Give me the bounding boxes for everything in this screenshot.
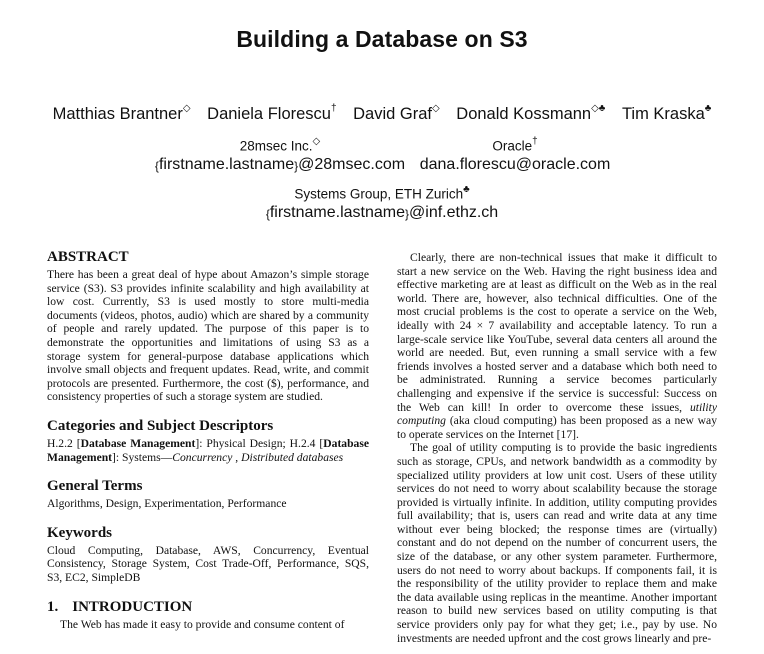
author-mark: ◇ <box>182 103 191 114</box>
author-name: Matthias Brantner <box>52 104 183 123</box>
author-list <box>0 104 764 124</box>
author <box>53 105 191 123</box>
keywords-text: Cloud Computing, Database, AWS, Concurrency, Eventual Consistency, Storage System, Cost Trade-Off, Performance, SQS, S3, EC2, SimpleDB <box>47 543 369 584</box>
affiliation-mark: ♣ <box>463 184 470 195</box>
author-name: Donald Kossmann <box>456 104 592 123</box>
left-column <box>47 248 369 631</box>
paragraph-nontechnical: Clearly, there are non-technical issues that make it difficult to start a new service on the Web. Having the right business idea and effective marketing are at least as difficult on the Web as in the real world. There are, however, also technical difficulties. One of the most crucial problems is the cost to operate a service on the Web, ideally with 24 × 7 availability and acceptable latency. To run a large-scale service like YouTube, several data centers all around the world are needed. But, even running a small service with a few friends involves a hosted server and a database which both need to be administrated. Running a service becomes particularly challenging and expensive if the service is successful: Success on the Web can kill! In order to overcome these issues, utility computing (aka cloud computing) has been proposed as a new way to operate services on the Internet [17]. <box>397 251 717 441</box>
general-terms-text: Algorithms, Design, Experimentation, Performance <box>47 497 287 511</box>
affiliation-mark: ◇ <box>312 136 321 147</box>
affiliation-email: {firstname.lastname}@inf.ethz.ch <box>265 203 499 221</box>
introduction-heading: 1. INTRODUCTION <box>47 598 193 615</box>
introduction-text: The Web has made it easy to provide and consume content of <box>60 617 345 631</box>
abstract-heading: ABSTRACT <box>47 249 129 265</box>
author-name: David Graf <box>353 104 432 123</box>
affiliation-email: dana.florescu@oracle.com <box>419 155 611 173</box>
affiliation-org: Systems Group, ETH Zurich <box>294 186 464 202</box>
affiliation-org: 28msec Inc. <box>239 138 313 154</box>
categories-text: H.2.2 [Database Management]: Physical Design; H.2.4 [Database Management]: Systems—Concurrency , Distributed databases <box>47 436 370 464</box>
author-name: Daniela Florescu <box>207 104 331 123</box>
author <box>353 105 440 123</box>
categories-heading: Categories and Subject Descriptors <box>47 417 274 434</box>
affiliation-mark: † <box>532 136 538 147</box>
author <box>622 105 711 123</box>
author-name: Tim Kraska <box>621 104 705 123</box>
affiliation-eth <box>232 185 532 222</box>
affiliation-28msec <box>140 137 420 174</box>
author-mark: ◇ <box>431 103 440 114</box>
author <box>456 105 605 123</box>
keywords-heading: Keywords <box>47 524 112 541</box>
author-mark: ◇♣ <box>591 103 606 114</box>
author-mark: † <box>330 103 337 114</box>
author-mark: ♣ <box>704 103 712 114</box>
abstract-text: There has been a great deal of hype about Amazon’s simple storage service (S3). S3 provides infinite scalability and high availability at low cost. Currently, S3 is used mostly to store multi-media documents (videos, photos, audio) which are shared by a community of people and rarely updated. The purpose of this paper is to demonstrate the opportunities and limitations of using S3 as a storage system for general-purpose database applications which involve small objects and frequent updates. Read, write, and commit protocols are presented. Furthermore, the cost ($), performance, and consistency properties of such a storage system are studied. <box>47 268 369 404</box>
affiliation-email: {firstname.lastname}@28msec.com <box>154 155 406 173</box>
general-terms-heading: General Terms <box>47 478 143 495</box>
paper-title: Building a Database on S3 <box>236 26 528 52</box>
author <box>207 105 336 123</box>
affiliation-oracle <box>400 137 630 174</box>
paragraph-utility-computing: The goal of utility computing is to provide the basic ingredients such as storage, CPUs, and network bandwidth as a commodity by specialized utility providers at low unit cost. Users of these utility services do not need to worry about scalability because the storage provided is virtually infinite. In addition, utility computing provides full availability; that is, users can read and write data at any time without ever being blocked; the response times are (virtually) constant and do not depend on the number of concurrent users, the size of the database, or any other system parameter. Furthermore, users do not need to worry about backups. If components fail, it is the responsibility of the utility provider to replace them and make the data available using replicas in the meantime. Another important reason to build new services based on utility computing is that service providers only pay for what they get; i.e., pay by use. No investments are needed upfront and the cost grows linearly and pre- <box>397 441 717 645</box>
right-column <box>397 251 717 645</box>
affiliation-org: Oracle <box>492 138 533 154</box>
